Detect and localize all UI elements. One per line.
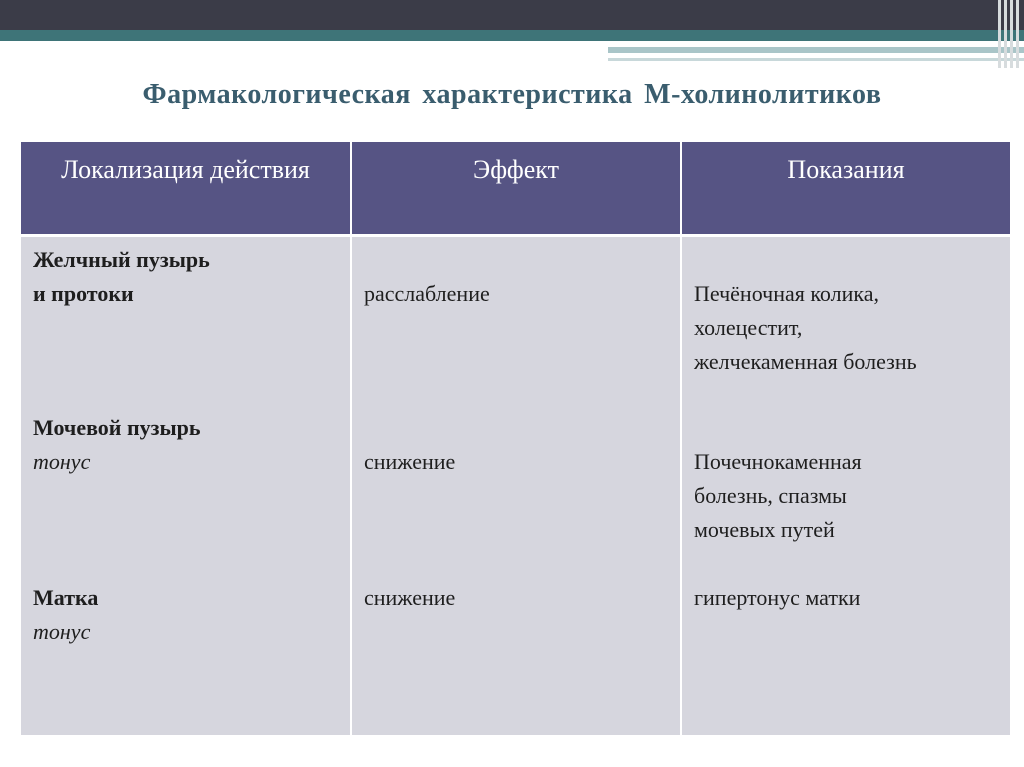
indication-bladder-1: Почечнокаменная [694, 449, 862, 474]
indication-gallbladder-3: желчекаменная болезнь [694, 349, 917, 374]
indication-gallbladder-2: холецестит, [694, 315, 803, 340]
organ-label-bladder: Мочевой пузырь [33, 415, 201, 440]
indication-bladder-2: болезнь, спазмы [694, 483, 847, 508]
table-body-row [21, 236, 1010, 736]
effect-column [351, 236, 681, 736]
pharmacology-table [21, 142, 1010, 735]
effect-gallbladder: расслабление [364, 281, 490, 306]
indication-gallbladder-1: Печёночная колика, [694, 281, 880, 306]
page-title: Фармакологическая характеристика М-холинолитиков [142, 79, 882, 110]
organ-note-uterus: тонус [33, 619, 91, 644]
top-decor-stripe [0, 30, 1024, 41]
effect-uterus: снижение [364, 585, 456, 610]
indication-uterus: гипертонус матки [694, 585, 861, 610]
decor-line [608, 47, 1024, 53]
header-effect: Эффект [351, 142, 681, 236]
table-header-row [21, 142, 1010, 236]
top-decor-bar [0, 0, 1024, 30]
organ-label-gallbladder-ducts: и протоки [33, 281, 134, 306]
effect-bladder: снижение [364, 449, 456, 474]
localization-column [21, 236, 351, 736]
organ-label-gallbladder: Желчный пузырь [33, 247, 210, 272]
indications-column [681, 236, 1010, 736]
decor-line-thin [608, 58, 1024, 61]
decor-vertical-stripes [996, 0, 1024, 68]
header-indications: Показания [681, 142, 1010, 236]
header-localization: Локализация действия [21, 142, 351, 236]
organ-note-bladder: тонус [33, 449, 91, 474]
organ-label-uterus: Матка [33, 585, 99, 610]
indication-bladder-3: мочевых путей [694, 517, 835, 542]
